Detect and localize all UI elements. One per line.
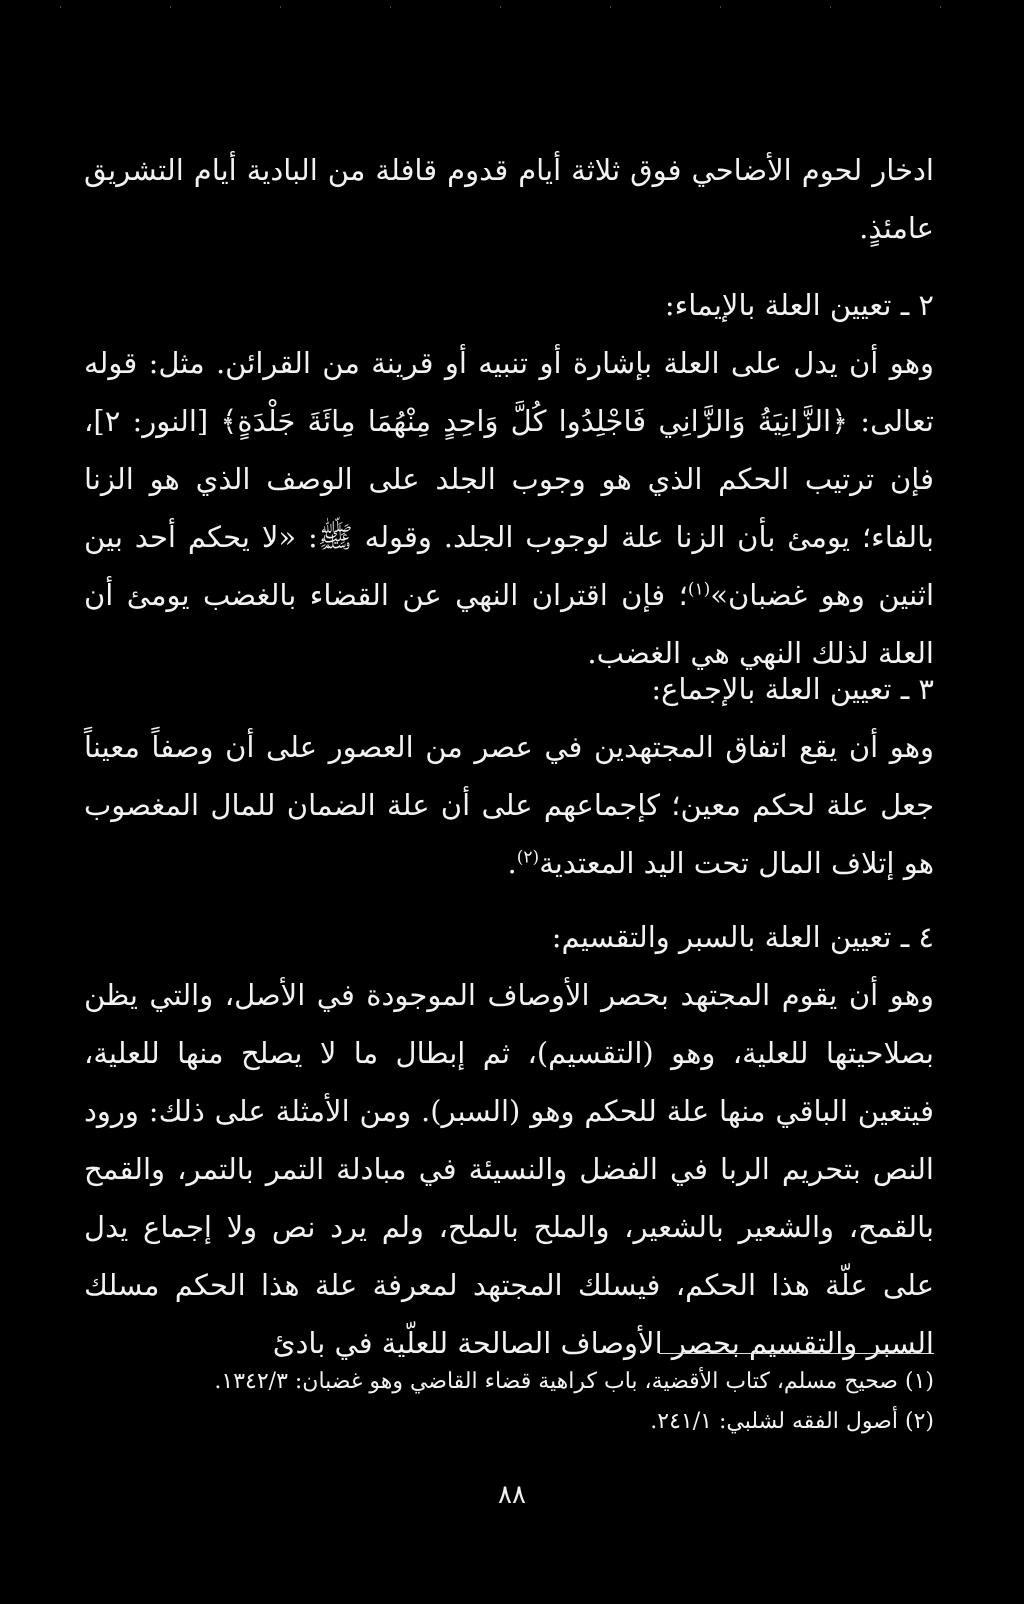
section-4-text: وهو أن يقوم المجتهد بحصر الأوصاف الموجودة في الأصل، والتي يظن بصلاحيتها للعلية، وهو (التقسيم)، ثم إبطال ما لا يصلح منها للعلية، فيتعين الباقي منها علة للحكم وهو (السبر). ومن الأمثلة على ذلك: ورود النص بتحريم الربا في الفضل والنسيئة في مبادلة التمر بالتمر، والقمح بالقمح، والشعير بالشعير، والملح بالملح، ولم يرد نص ولا إجماع يدل على علّة هذا الحكم، فيسلك المجتهد لمعرفة علة هذا الحكم مسلك السبر والتقسيم بحصر الأوصاف الصالحة للعلّية في بادئ — [84, 978, 934, 1360]
section-3-text-end: . — [507, 846, 517, 880]
footnote-1-text: صحيح مسلم، كتاب الأقضية، باب كراهية قضاء القاضي وهو غضبان: ١٣٤٢/٣. — [214, 1369, 898, 1394]
section-4-heading: ٤ ـ تعيين العلة بالسبر والتقسيم: — [551, 920, 934, 954]
footnote-2 — [84, 1407, 934, 1437]
footnote-separator — [659, 1353, 934, 1354]
page-number: ٨٨ — [498, 1480, 526, 1510]
section-2-text-part1: وهو أن يدل على العلة بإشارة أو تنبيه أو قرينة من القرائن. مثل: قوله تعالى: ﴿الزَّانِيَةُ وَالزَّانِي فَاجْلِدُوا كُلَّ وَاحِدٍ مِنْهُمَا مِائَةَ جَلْدَةٍ﴾ [النور: ٢]، فإن ترتيب الحكم الذي هو وجوب الجلد على الوصف الذي هو الزنا بالفاء؛ يومئ بأن الزنا علة لوجوب الجلد. وقوله ﷺ: «لا يحكم أحد بين اثنين وهو غضبان» — [84, 346, 934, 612]
section-3-text: وهو أن يقع اتفاق المجتهدين في عصر من العصور على أن وصفاً معيناً جعل علة لحكم معين؛ كإجماعهم على أن علة الضمان للمال المغصوب هو إتلاف المال تحت اليد المعتدية — [84, 730, 934, 880]
section-2-text-part2: ؛ فإن اقتران النهي عن القضاء بالغضب يومئ أن العلة لذلك النهي هي الغضب. — [84, 578, 934, 670]
intro-paragraph — [84, 141, 934, 257]
footnote-1-number: (١) — [904, 1369, 934, 1394]
section-2-heading: ٢ ـ تعيين العلة بالإيماء: — [664, 288, 934, 322]
footnote-2-text: أصول الفقه لشلبي: ٢٤١/١. — [650, 1409, 898, 1434]
section-3-body — [84, 718, 934, 892]
section-4-body — [84, 966, 934, 1372]
footnote-ref-2[interactable]: (٢) — [516, 847, 540, 868]
footnote-2-number: (٢) — [904, 1409, 934, 1434]
footnote-ref-1[interactable]: (١) — [687, 579, 711, 600]
footnote-1 — [84, 1367, 934, 1397]
intro-text: ادخار لحوم الأضاحي فوق ثلاثة أيام قدوم قافلة من البادية أيام التشريق عامئذٍ. — [84, 153, 934, 245]
section-3-heading: ٣ ـ تعيين العلة بالإجماع: — [651, 672, 934, 706]
section-2-body — [84, 334, 934, 682]
scan-artifact-line — [0, 6, 1024, 8]
